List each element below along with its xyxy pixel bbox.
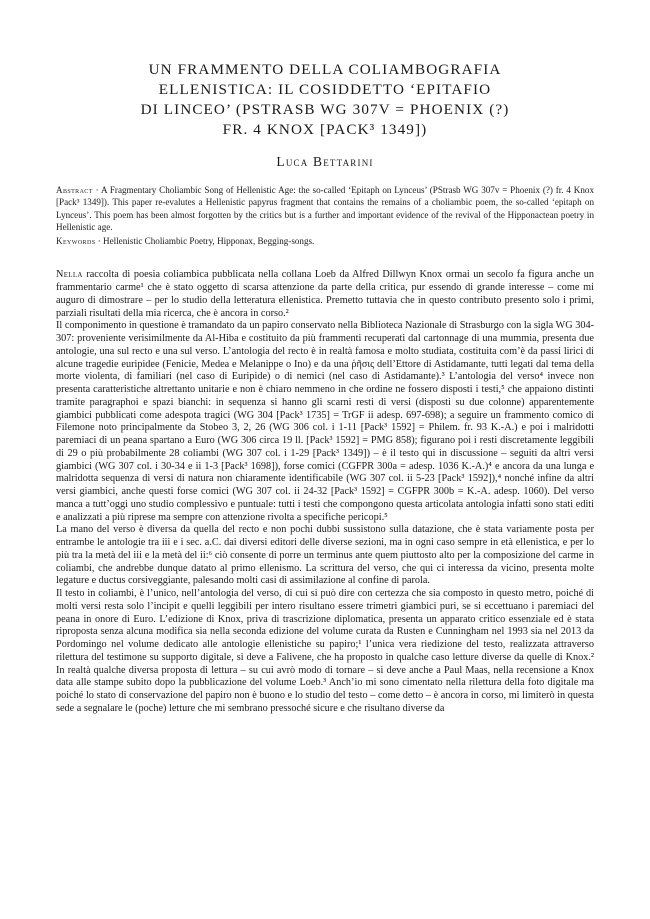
title-line-1: UN FRAMMENTO DELLA COLIAMBOGRAFIA (148, 61, 502, 78)
abstract-label: Abstract (56, 185, 93, 195)
keywords-text: · Hellenistic Choliambic Poetry, Hipponax, Begging-songs. (95, 236, 315, 247)
keywords-label: Keywords (56, 236, 96, 247)
abstract-text: · A Fragmentary Choliambic Song of Hellenistic Age: the so-called ‘Epitaph on Lynceus’ (PStrasb WG 307v = Phoenix (?) fr. 4 Knox [Pack³ 1349]). This paper re-evalutes a Hellenistic papyrus fragment that contains the remains of a choliambic poem, the so-called ‘epitaph on Lynceus’. This poem has been almost forgotten by the critics but is a further and important evidence of the revival of the Hipponactean poetry in Hellenistic age. (56, 185, 594, 232)
article-title (56, 60, 594, 140)
body-paragraph-3: La mano del verso è diversa da quella del recto e non pochi dubbi sussistono sulla datazione, che è stata variamente posta per entrambe le antologie tra iii e i sec. a.C. dai diversi editori delle diverse sezioni, ma in ogni caso sempre in età ellenistica, e per lo più tra la metà del iii e la metà del ii:⁶ ciò consente di porre un terminus ante quem piuttosto alto per la composizione del carme in coliambi, che andrebbe dunque datato al primo ellenismo. La scrittura del verso, che qui ci interessa da vicino, presenta molte legature e ductus corsiveggiante, palesando molti casi di assimilazione al confine di parola. (56, 524, 594, 587)
author-name: Luca Bettarini (276, 154, 374, 169)
article-body (56, 269, 594, 715)
opening-words: Nella (56, 269, 83, 281)
body-paragraph-1 (56, 269, 594, 320)
title-line-4: FR. 4 KNOX [PACK³ 1349]) (222, 121, 428, 138)
title-line-3: DI LINCEO’ (PSTRASB WG 307V = PHOENIX (?) (140, 101, 510, 118)
keywords (56, 235, 594, 247)
title-line-2: ELLENISTICA: IL COSIDDETTO ‘EPITAFIO (158, 81, 492, 98)
body-paragraph-2: Il componimento in questione è tramandato da un papiro conservato nella Biblioteca Nazionale di Strasburgo con la sigla WG 304-307: proveniente verisimilmente da Al-Hiba e costituito da più frammenti recuperati dal cartonnage di una mummia, presenta due antologie, una sul recto e una sul verso. L’antologia del recto è in realtà famosa e molto studiata, costituita com’è da passi lirici di alcune tragedie euripidee (Fenicie, Medea e Melanippe o Ino) e da una ῥῆσις dell’Ettore di Astidamante, tutti legati dal tema della morte violenta, di familiari (nel caso di Euripide) o di nemici (nel caso di Astidamante).³ L’antologia del verso⁴ invece non presenta caratteristiche altrettanto unitarie e non è chiaro nemmeno in che ordine ne fossero disposti i testi,⁵ che appaiono distinti tramite paragraphoi e spazi bianchi: in sequenza si hanno gli scarni resti di versi (disposti su due colonne) apparentemente giambici pubblicati come adespota tragici (WG 304 [Pack³ 1735] = TrGF ii adesp. 697-698); a seguire un frammento comico di Filemone noto principalmente da Stobeo 3, 2, 26 (WG 306 col. i 1-11 [Pack³ 1592] = Philem. fr. 93 K.-A.) e poi i malridotti paremiaci di un peana spartano a Euro (WG 306 circa 19 ll. [Pack³ 1592] = PMG 858); figurano poi i resti discretamente leggibili di 29 o più probabilmente 28 coliambi (WG 307 col. i 1-29 [Pack³ 1349]) – è il testo qui in discussione – seguiti da altri versi giambici (WG 307 col. i 30-34 e ii 1-3 [Pack³ 1698]), forse comici (CGFPR 300a = adesp. 1036 K.-A.)⁴ e ancora da una lunga e malridotta sequenza di versi di natura non chiaramente identificabile (WG 307 col. ii 5-23 [Pack³ 1592]),⁴ nonché infine da altri versi giambici, anche questi forse comici (WG 307 col. ii 24-32 [Pack³ 1592] = CGFPR 300b = K.-A. adesp. 1060). Del verso manca a tutt’oggi uno studio complessivo e puntuale: tutti i testi che compongono questa articolata antologia infatti sono stati editi e analizzati a più riprese ma sempre con attenzione rivolta a specifiche pericopi.⁵ (56, 320, 594, 523)
abstract (56, 184, 594, 233)
article-page (56, 60, 594, 716)
body-paragraph-4: Il testo in coliambi, è l’unico, nell’antologia del verso, di cui si può dire con certezza che sia composto in questo metro, poiché di molti versi resta solo l’incipit e quelli leggibili per intero risultano essere trimetri giambici puri, se si eccettuano i paremiaci del peana in onore di Euro. L’edizione di Knox, priva di trascrizione diplomatica, presenta un apparato critico essenziale ed è stata riproposta senza alcuna modifica sia nella seconda edizione del volume curata da Rusten e Cunningham nel 1993 sia nel 2013 da Pordomingo nel volume dedicato alle antologie ellenistiche su papiro;¹ l’unica vera riedizione del testo, realizzata attraverso rilettura del testimone su supporto digitale, si deve a Falivene, che ha proposto in qualche caso letture diverse da quelle di Knox.² In realtà qualche diversa proposta di lettura – su cui avrò modo di tornare – si deve anche a Paul Maas, nella recensione a Knox data alle stampe subito dopo la pubblicazione del volume Loeb.³ Anch’io mi sono cimentato nella rilettura della foto digitale ma poiché lo stato di conservazione del papiro non è buono e lo studio del testo – come detto – è ancora in corso, mi limiterò in questa sede a segnalare le (poche) letture che mi sembrano pressoché sicure e che risultano diverse da (56, 588, 594, 714)
paragraph-1-text: raccolta di poesia coliambica pubblicata nella collana Loeb da Alfred Dillwyn Knox ormai un secolo fa figura anche un frammentario carme¹ che è stato oggetto di scarsa attenzione da parte della critica, pur essendo di grande interesse – come mi auguro di dimostrare – per lo studio della letteratura ellenistica. Premetto tuttavia che in questo contributo presento solo i primi, parziali risultati della mia ricerca, che è ancora in corso.² (56, 269, 594, 319)
